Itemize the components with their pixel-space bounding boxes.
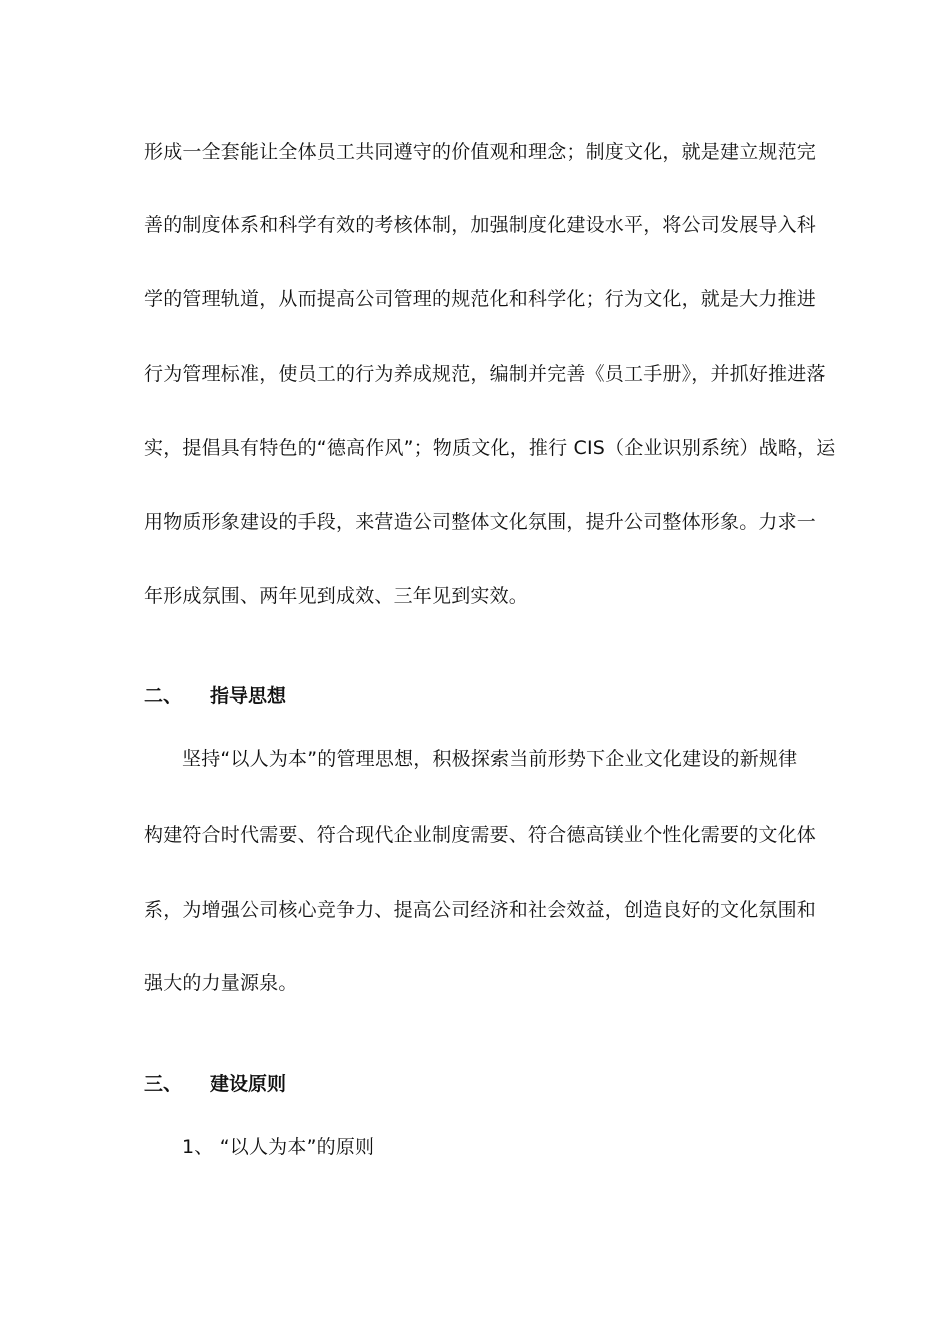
list-item-principle-1: 1、 “以人为本”的原则 — [182, 1136, 375, 1158]
section-title: 建设原则 — [210, 1073, 287, 1095]
text-line: 形成一全套能让全体员工共同遵守的价值观和理念；制度文化，就是建立规范完 — [144, 141, 817, 163]
text-line: 学的管理轨道，从而提高公司管理的规范化和科学化；行为文化，就是大力推进 — [144, 288, 817, 310]
text-line: 坚持“以人为本”的管理思想，积极探索当前形势下企业文化建设的新规律 — [182, 748, 798, 770]
section-number: 二、 — [144, 685, 183, 707]
section-heading-construction-principles — [144, 1071, 286, 1097]
text-line: 系，为增强公司核心竞争力、提高公司经济和社会效益，创造良好的文化氛围和 — [144, 899, 817, 921]
text-line: 强大的力量源泉。 — [144, 972, 298, 994]
text-line: 行为管理标准，使员工的行为养成规范，编制并完善《员工手册》，并抓好推进落 — [144, 363, 826, 385]
section-title: 指导思想 — [210, 685, 287, 707]
text-line: 构建符合时代需要、符合现代企业制度需要、符合德高镁业个性化需要的文化体 — [144, 824, 817, 846]
text-line: 年形成氛围、两年见到成效、三年见到实效。 — [144, 585, 529, 607]
section-heading-guiding-ideology — [144, 683, 286, 709]
section-number: 三、 — [144, 1073, 183, 1095]
text-line: 实，提倡具有特色的“德高作风”；物质文化，推行 CIS（企业识别系统）战略，运 — [144, 437, 836, 459]
text-line: 善的制度体系和科学有效的考核体制，加强制度化建设水平，将公司发展导入科 — [144, 214, 817, 236]
text-line: 用物质形象建设的手段，来营造公司整体文化氛围，提升公司整体形象。力求一 — [144, 511, 817, 533]
